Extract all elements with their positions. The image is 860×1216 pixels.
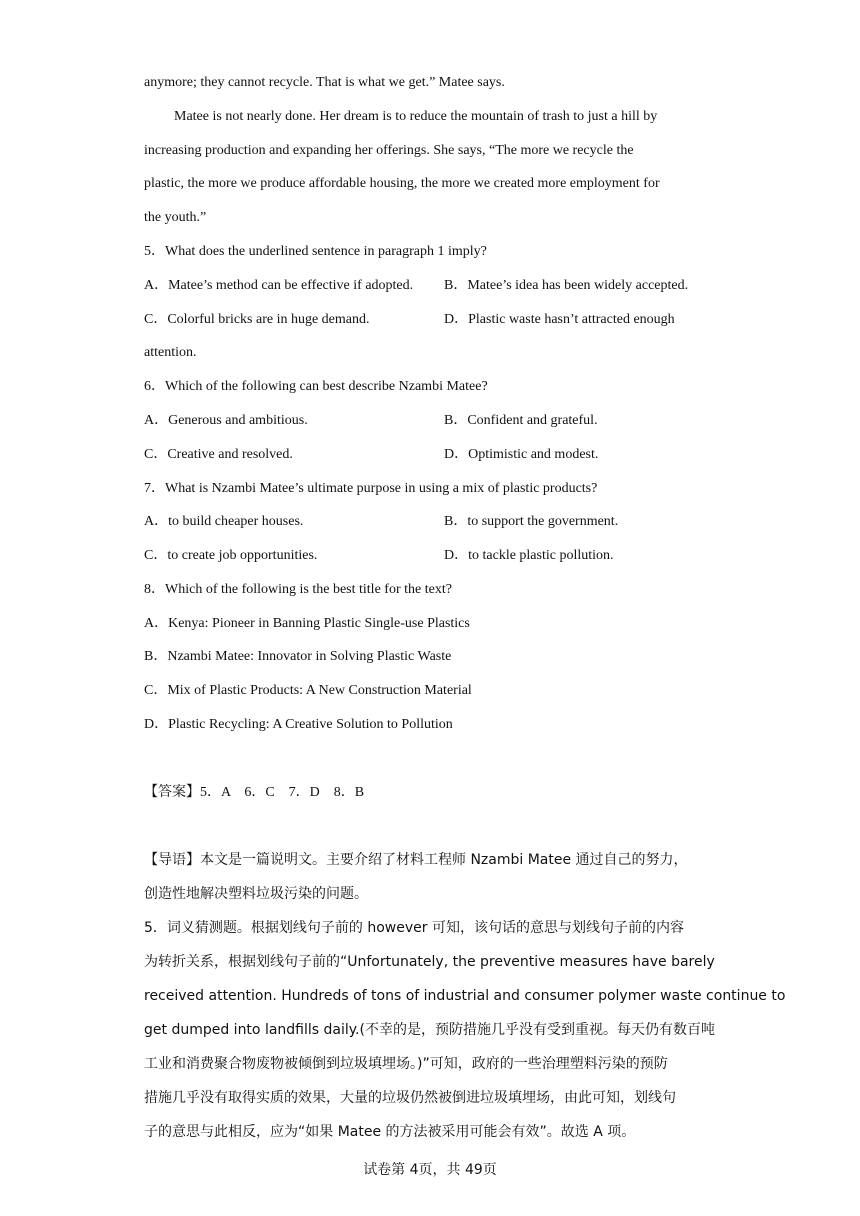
- page-footer: 试卷第 4页，共 49页: [363, 1162, 497, 1178]
- passage-line: plastic, the more we produce affordable housing, the more we created more employment for: [144, 176, 660, 191]
- explanation-line: 子的意思与此相反，应为“如果 Matee 的方法被采用可能会有效”。故选 A 项。: [144, 1124, 636, 1140]
- answer-text: 5．A 6．C 7．D 8．B: [200, 785, 365, 800]
- option-c: C．to create job opportunities.: [144, 548, 318, 563]
- option-d: D．Plastic waste hasn’t attracted enough: [444, 312, 675, 327]
- explanation-line: get dumped into landfills daily.(不幸的是，预防措施几乎没有受到重视。每天仍有数百吨: [144, 1022, 715, 1038]
- option-d: D．Optimistic and modest.: [444, 447, 599, 462]
- option-c: C．Colorful bricks are in huge demand.: [144, 312, 370, 327]
- explanation-line: 工业和消费聚合物废物被倾倒到垃圾填埋场。)”可知，政府的一些治理塑料污染的预防: [144, 1056, 668, 1072]
- option-d-continued: attention.: [144, 345, 197, 360]
- question-stem: 7．What is Nzambi Matee’s ultimate purpose in using a mix of plastic products?: [144, 481, 598, 496]
- option-a: A．to build cheaper houses.: [144, 514, 304, 529]
- answer-line: [144, 782, 364, 802]
- explanation-line: 为转折关系，根据划线句子前的“Unfortunately, the preventive measures have barely: [144, 954, 715, 970]
- option-a: A．Generous and ambitious.: [144, 413, 308, 428]
- option-a: A．Kenya: Pioneer in Banning Plastic Single-use Plastics: [144, 616, 470, 631]
- question-stem: 8．Which of the following is the best title for the text?: [144, 582, 452, 597]
- option-b: B．to support the government.: [444, 514, 619, 529]
- question-stem: 5．What does the underlined sentence in paragraph 1 imply?: [144, 244, 487, 259]
- guide-label: 【导语】: [144, 852, 200, 868]
- option-a: A．Matee’s method can be effective if adopted.: [144, 278, 414, 293]
- explanation-line: 措施几乎没有取得实质的效果，大量的垃圾仍然被倒进垃圾填埋场，由此可知，划线句: [144, 1090, 676, 1106]
- question-stem: 6．Which of the following can best describe Nzambi Matee?: [144, 379, 488, 394]
- option-b: B．Nzambi Matee: Innovator in Solving Plastic Waste: [144, 649, 452, 664]
- explanation-line: received attention. Hundreds of tons of industrial and consumer polymer waste continue to: [144, 988, 786, 1004]
- option-d: D．Plastic Recycling: A Creative Solution to Pollution: [144, 717, 453, 732]
- guide-line: 创造性地解决塑料垃圾污染的问题。: [144, 886, 368, 902]
- passage-line: Matee is not nearly done. Her dream is to reduce the mountain of trash to just a hill by: [174, 109, 658, 124]
- option-c: C．Mix of Plastic Products: A New Construction Material: [144, 683, 472, 698]
- option-d: D．to tackle plastic pollution.: [444, 548, 614, 563]
- passage-line: the youth.”: [144, 210, 207, 225]
- passage-line: increasing production and expanding her offerings. She says, “The more we recycle the: [144, 143, 634, 158]
- passage-line: anymore; they cannot recycle. That is what we get.” Matee says.: [144, 75, 505, 90]
- option-b: B．Confident and grateful.: [444, 413, 598, 428]
- option-c: C．Creative and resolved.: [144, 447, 293, 462]
- guide-text: 本文是一篇说明文。主要介绍了材料工程师 Nzambi Matee 通过自己的努力，: [200, 852, 688, 868]
- guide-line: [144, 850, 688, 870]
- explanation-line: 5．词义猜测题。根据划线句子前的 however 可知，该句话的意思与划线句子前的内容: [144, 920, 684, 936]
- answer-label: 【答案】: [144, 784, 200, 800]
- option-b: B．Matee’s idea has been widely accepted.: [444, 278, 689, 293]
